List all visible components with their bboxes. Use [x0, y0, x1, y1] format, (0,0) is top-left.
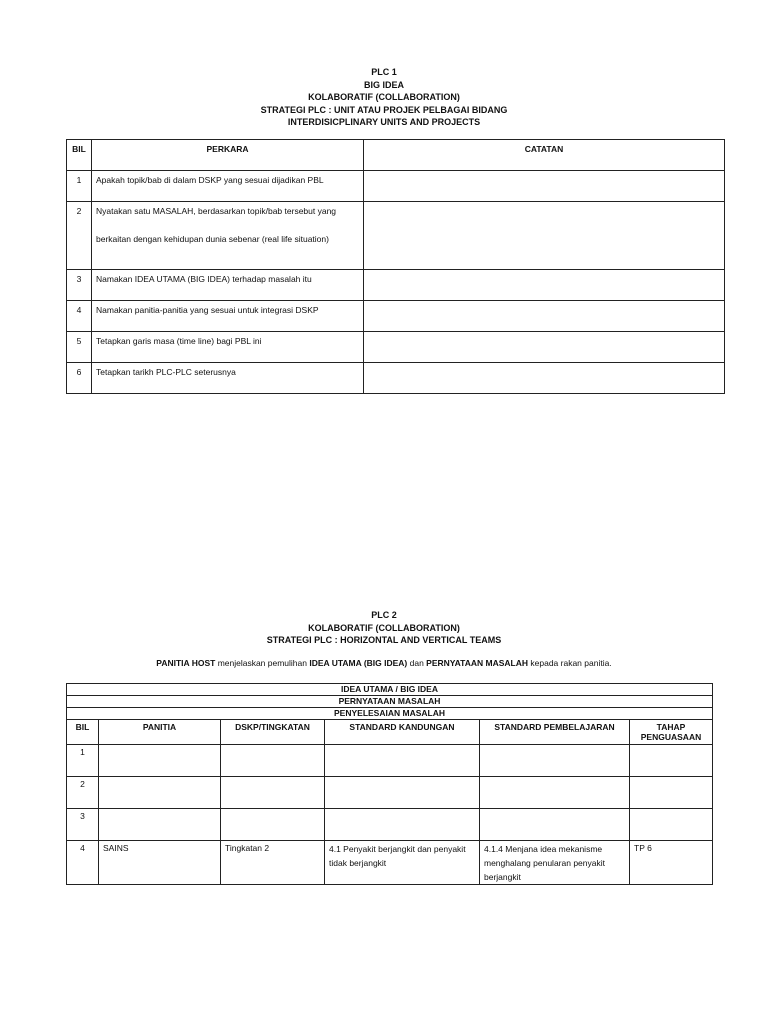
plc2-strategi: STRATEGI PLC : HORIZONTAL AND VERTICAL TEAMS	[266, 635, 502, 645]
row-bil: 6	[67, 363, 92, 394]
row-bil: 3	[67, 270, 92, 301]
intro-text-2: dan	[407, 658, 427, 668]
cell-dskp[interactable]	[221, 777, 325, 809]
cell-dskp[interactable]	[221, 809, 325, 841]
plc2-title: PLC 2	[371, 610, 397, 620]
table-row	[67, 809, 713, 841]
table-row	[67, 332, 725, 363]
plc1-title: PLC 1	[371, 67, 397, 77]
intro-bold-idea-utama: IDEA UTAMA (BIG IDEA)	[309, 658, 408, 668]
plc2-header-tahap	[630, 720, 713, 745]
cell-standard-kandungan[interactable]	[325, 809, 480, 841]
row-bil: 2	[67, 777, 99, 809]
cell-standard-kandungan[interactable]: 4.1 Penyakit berjangkit dan penyakit tidak berjangkit	[325, 841, 480, 885]
band-pernyataan-masalah: PERNYATAAN MASALAH	[67, 696, 713, 708]
row-perkara-line-1: Nyatakan satu MASALAH, berdasarkan topik/bab tersebut yang	[96, 206, 337, 216]
cell-standard-pembelajaran[interactable]	[480, 777, 630, 809]
cell-panitia[interactable]: SAINS	[99, 841, 221, 885]
row-perkara: Apakah topik/bab di dalam DSKP yang sesuai dijadikan PBL	[92, 171, 364, 202]
row-bil: 3	[67, 809, 99, 841]
row-catatan-cell[interactable]	[364, 301, 725, 332]
plc2-header-panitia: PANITIA	[99, 720, 221, 745]
row-perkara: Namakan panitia-panitia yang sesuai untuk integrasi DSKP	[92, 301, 364, 332]
cell-standard-kandungan[interactable]	[325, 777, 480, 809]
intro-text-3: kepada rakan panitia.	[528, 658, 612, 668]
plc2-table	[66, 683, 713, 885]
table-row	[67, 363, 725, 394]
cell-tahap[interactable]: TP 6	[630, 841, 713, 885]
cell-panitia[interactable]	[99, 809, 221, 841]
row-bil: 2	[67, 202, 92, 270]
intro-text-1: menjelaskan pemulihan	[215, 658, 310, 668]
cell-tahap[interactable]	[630, 745, 713, 777]
row-catatan-cell[interactable]	[364, 171, 725, 202]
plc2-header-dskp: DSKP/TINGKATAN	[221, 720, 325, 745]
band-row	[67, 696, 713, 708]
cell-standard-pembelajaran[interactable]: 4.1.4 Menjana idea mekanisme menghalang penularan penyakit berjangkit	[480, 841, 630, 885]
cell-standard-pembelajaran[interactable]	[480, 745, 630, 777]
plc2-header-row	[67, 720, 713, 745]
cell-panitia[interactable]	[99, 777, 221, 809]
plc2-subtitle-kolaboratif: KOLABORATIF (COLLABORATION)	[308, 622, 460, 633]
plc2-header-standard-kandungan: STANDARD KANDUNGAN	[325, 720, 480, 745]
row-catatan-cell[interactable]	[364, 363, 725, 394]
tahap-line-1: TAHAP	[656, 722, 686, 732]
plc1-subtitle-kolaboratif: KOLABORATIF (COLLABORATION)	[308, 92, 460, 102]
row-perkara: Tetapkan garis masa (time line) bagi PBL ini	[92, 332, 364, 363]
plc1-header-catatan: CATATAN	[364, 140, 725, 171]
row-catatan-cell[interactable]	[364, 270, 725, 301]
plc1-heading	[0, 66, 768, 129]
plc1-interdisciplinary: INTERDISICPLINARY UNITS AND PROJECTS	[287, 117, 481, 127]
table-row	[67, 171, 725, 202]
table-row	[67, 301, 725, 332]
plc1-header-bil: BIL	[67, 140, 92, 171]
row-bil: 4	[67, 301, 92, 332]
intro-bold-panitia-host: PANITIA HOST	[156, 658, 216, 668]
cell-panitia[interactable]	[99, 745, 221, 777]
plc2-heading	[0, 609, 768, 647]
tahap-line-2: PENGUASAAN	[640, 732, 702, 742]
band-penyelesaian-masalah: PENYELESAIAN MASALAH	[67, 708, 713, 720]
row-bil: 1	[67, 171, 92, 202]
band-row	[67, 684, 713, 696]
row-bil: 1	[67, 745, 99, 777]
cell-dskp[interactable]: Tingkatan 2	[221, 841, 325, 885]
cell-standard-pembelajaran[interactable]	[480, 809, 630, 841]
plc1-header-perkara: PERKARA	[92, 140, 364, 171]
row-bil: 5	[67, 332, 92, 363]
row-perkara-line-2: berkaitan dengan kehidupan dunia sebenar (real life situation)	[96, 234, 329, 244]
plc2-intro	[0, 658, 768, 668]
plc1-table	[66, 139, 725, 394]
cell-dskp[interactable]	[221, 745, 325, 777]
cell-tahap[interactable]	[630, 809, 713, 841]
table-row	[67, 841, 713, 885]
plc2-header-bil: BIL	[67, 720, 99, 745]
table-row	[67, 270, 725, 301]
band-row	[67, 708, 713, 720]
table-row	[67, 777, 713, 809]
plc1-header-row	[67, 140, 725, 171]
table-row	[67, 202, 725, 270]
row-bil: 4	[67, 841, 99, 885]
intro-bold-pernyataan: PERNYATAAN MASALAH	[426, 658, 529, 668]
row-perkara	[92, 202, 364, 270]
row-perkara: Tetapkan tarikh PLC-PLC seterusnya	[92, 363, 364, 394]
row-catatan-cell[interactable]	[364, 332, 725, 363]
row-catatan-cell[interactable]	[364, 202, 725, 270]
plc2-header-standard-pembelajaran: STANDARD PEMBELAJARAN	[480, 720, 630, 745]
table-row	[67, 745, 713, 777]
cell-standard-kandungan[interactable]	[325, 745, 480, 777]
plc1-subtitle-big-idea: BIG IDEA	[363, 79, 404, 90]
row-perkara: Namakan IDEA UTAMA (BIG IDEA) terhadap masalah itu	[92, 270, 364, 301]
plc1-strategi: STRATEGI PLC : UNIT ATAU PROJEK PELBAGAI BIDANG	[260, 104, 508, 115]
band-idea-utama: IDEA UTAMA / BIG IDEA	[67, 684, 713, 696]
cell-tahap[interactable]	[630, 777, 713, 809]
